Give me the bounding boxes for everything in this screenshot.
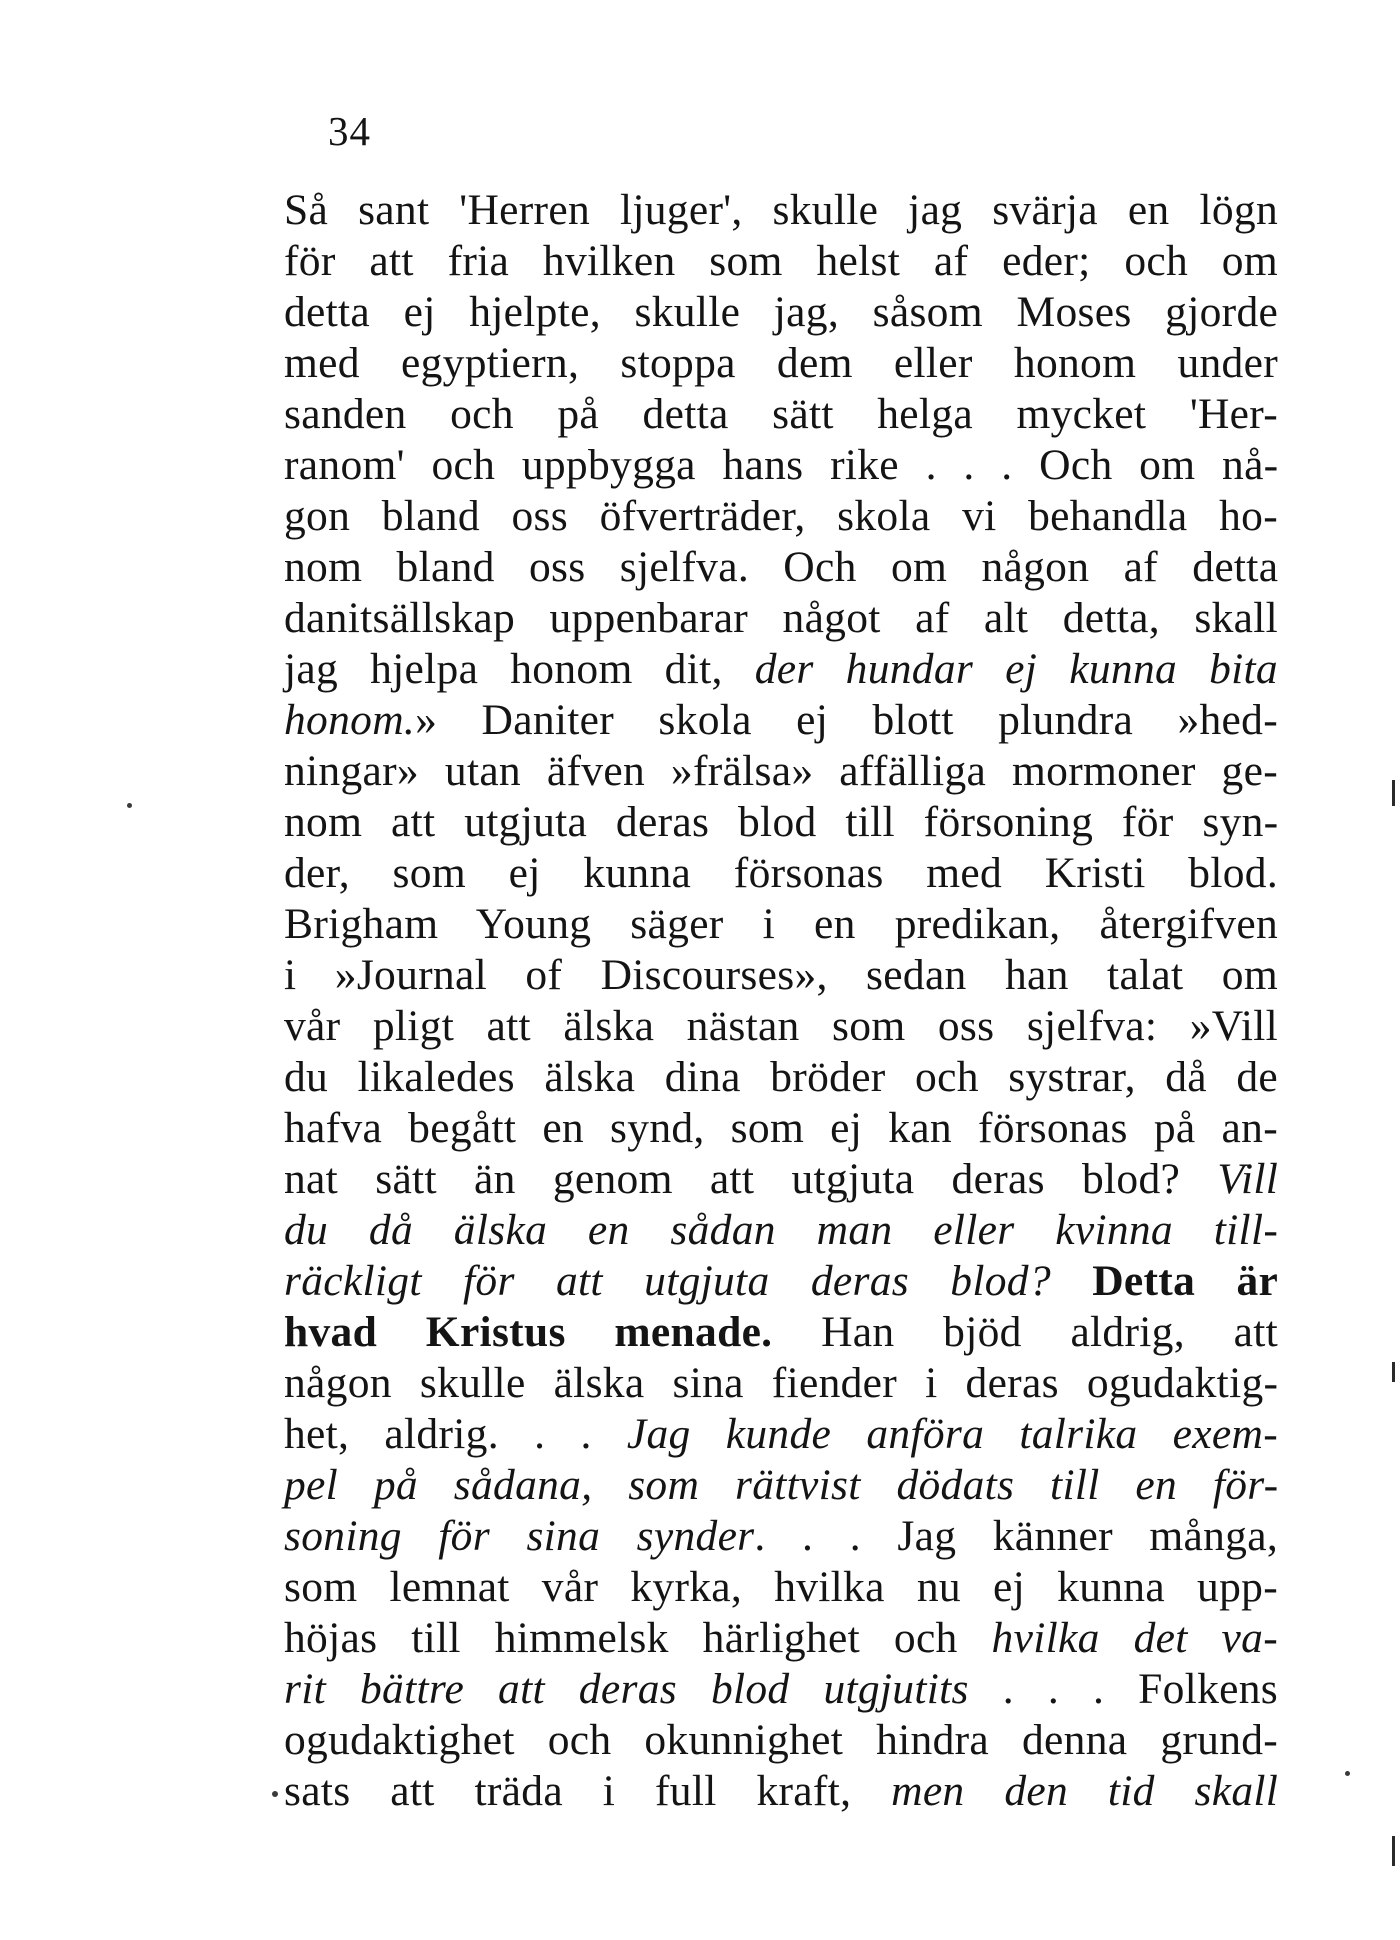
scan-edge-mark: [1392, 1362, 1395, 1382]
text-segment: danitsällskap uppenbarar något af alt detta, skall: [284, 594, 1278, 642]
text-line: [284, 287, 1278, 338]
text-line: [284, 899, 1278, 950]
text-segment: nat sätt än genom att utgjuta deras blod?: [284, 1155, 1218, 1203]
body-text: [284, 185, 1278, 1817]
text-segment: der, som ej kunna försonas med Kristi blod.: [284, 849, 1278, 897]
text-segment: het, aldrig. . .: [284, 1410, 627, 1458]
text-line: [284, 1103, 1278, 1154]
italic-text: men den tid skall: [891, 1767, 1279, 1815]
text-segment: som lemnat vår kyrka, hvilka nu ej kunna upp-: [284, 1563, 1278, 1611]
italic-text: räckligt för att utgjuta deras blod?: [284, 1257, 1093, 1305]
text-segment: Så sant 'Herren ljuger', skulle jag svärja en lögn: [284, 186, 1278, 234]
italic-text: pel på sådana, som rättvist dödats till en för-: [284, 1461, 1279, 1509]
text-line: [284, 1409, 1278, 1460]
text-line: [284, 1001, 1278, 1052]
text-line: [284, 338, 1278, 389]
text-line: [284, 389, 1278, 440]
text-segment: ningar» utan äfven »frälsa» affälliga mormoner ge-: [284, 747, 1278, 795]
bold-text: hvad Kristus menade.: [284, 1308, 773, 1356]
italic-text: du då älska en sådan man eller kvinna till-: [284, 1206, 1279, 1254]
text-segment: » Daniter skola ej blott plundra »hed-: [415, 696, 1278, 744]
text-line: [284, 746, 1278, 797]
text-line: [284, 1154, 1278, 1205]
text-line: [284, 797, 1278, 848]
text-segment: hafva begått en synd, som ej kan försonas på an-: [284, 1104, 1278, 1152]
text-segment: detta ej hjelpte, skulle jag, såsom Moses gjorde: [284, 288, 1279, 336]
page-number: 34: [328, 108, 371, 154]
scan-speck: [127, 803, 132, 808]
text-line: [284, 695, 1278, 746]
text-line: [284, 1205, 1278, 1256]
text-line: [284, 185, 1278, 236]
text-line: [284, 1511, 1278, 1562]
text-line: [284, 491, 1278, 542]
italic-text: Jag kunde anföra talrika exem-: [626, 1410, 1278, 1458]
text-line: [284, 593, 1278, 644]
text-line: [284, 1715, 1278, 1766]
text-line: [284, 1664, 1278, 1715]
text-segment: höjas till himmelsk härlighet och: [284, 1614, 992, 1662]
text-segment: ogudaktighet och okunnighet hindra denna grund-: [284, 1716, 1279, 1764]
text-line: [284, 1256, 1278, 1307]
text-line: [284, 236, 1278, 287]
text-segment: i »Journal of Discourses», sedan han talat om: [284, 951, 1278, 999]
text-segment: med egyptiern, stoppa dem eller honom under: [284, 339, 1278, 387]
text-segment: ranom' och uppbygga hans rike . . . Och om nå-: [284, 441, 1279, 489]
text-segment: . . . Jag känner många,: [754, 1512, 1278, 1560]
text-line: [284, 542, 1278, 593]
text-segment: jag hjelpa honom dit,: [284, 645, 755, 693]
italic-text: hvilka det va-: [991, 1614, 1278, 1662]
text-line: [284, 1562, 1278, 1613]
text-line: [284, 1766, 1278, 1817]
text-segment: . . . Folkens: [968, 1665, 1278, 1713]
italic-text: soning för sina synder: [284, 1512, 755, 1560]
italic-text: der hundar ej kunna bita: [754, 645, 1278, 693]
scan-edge-mark: [1392, 780, 1395, 806]
text-segment: vår pligt att älska nästan som oss sjelfva: »Vill: [284, 1002, 1278, 1050]
text-line: [284, 1052, 1278, 1103]
text-segment: någon skulle älska sina fiender i deras ogudaktig-: [284, 1359, 1279, 1407]
text-line: [284, 950, 1278, 1001]
text-segment: Han bjöd aldrig, att: [772, 1308, 1278, 1356]
scan-speck: [1345, 1771, 1350, 1776]
scan-edge-mark: [1392, 1836, 1395, 1866]
text-line: [284, 848, 1278, 899]
italic-text: honom.: [284, 696, 416, 744]
text-segment: nom bland oss sjelfva. Och om någon af detta: [284, 543, 1279, 591]
text-segment: sats att träda i full kraft,: [284, 1767, 892, 1815]
text-segment: du likaledes älska dina bröder och systrar, då de: [284, 1053, 1278, 1101]
text-segment: nom att utgjuta deras blod till försoning för syn-: [284, 798, 1279, 846]
scan-speck: [272, 1791, 278, 1797]
text-line: [284, 1613, 1278, 1664]
text-line: [284, 1307, 1278, 1358]
bold-text: Detta är: [1092, 1257, 1279, 1305]
italic-text: rit bättre att deras blod utgjutits: [284, 1665, 969, 1713]
text-segment: sanden och på detta sätt helga mycket 'Her-: [284, 390, 1278, 438]
text-segment: Brigham Young säger i en predikan, återgifven: [284, 900, 1278, 948]
italic-text: Vill: [1217, 1155, 1279, 1203]
text-segment: gon bland oss öfverträder, skola vi behandla ho-: [284, 492, 1279, 540]
text-segment: för att fria hvilken som helst af eder; och om: [284, 237, 1278, 285]
text-line: [284, 1358, 1278, 1409]
text-line: [284, 1460, 1278, 1511]
text-line: [284, 440, 1278, 491]
text-line: [284, 644, 1278, 695]
